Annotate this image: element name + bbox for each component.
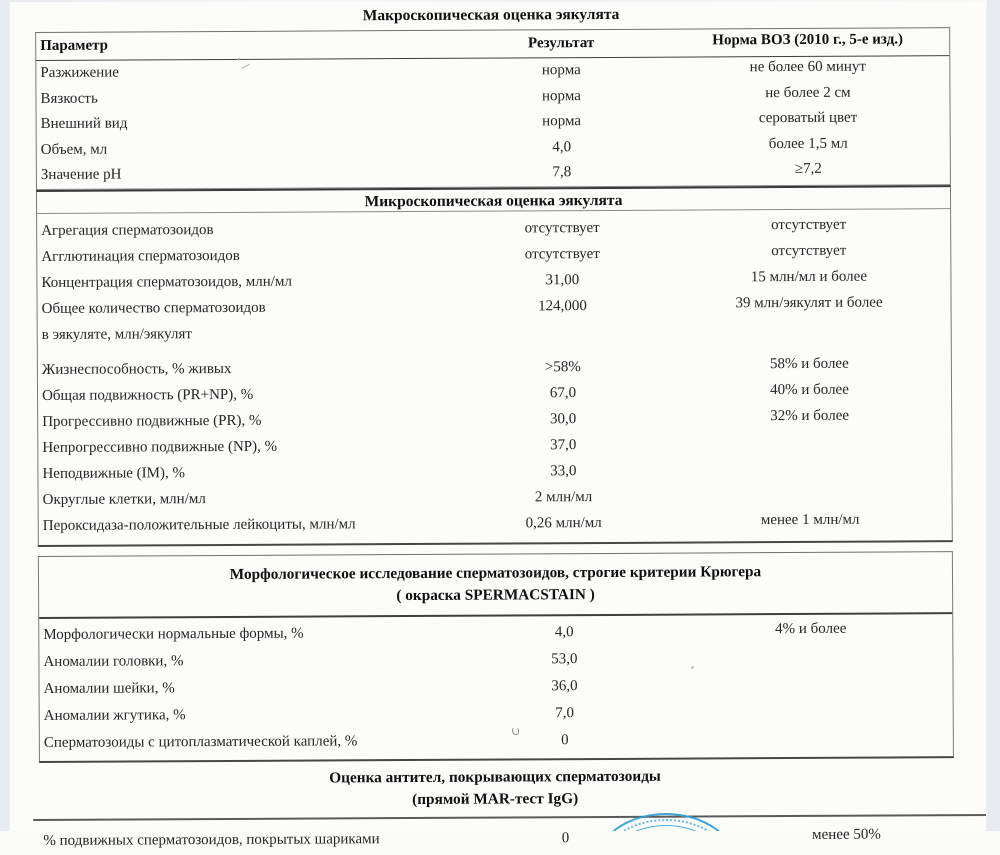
- cell-norm: не более 2 см: [765, 84, 851, 101]
- morphology-title-line1: Морфологическое исследование сперматозоидов, строгие критерии Крюгера: [229, 562, 762, 583]
- cell-norm: менее 1 млн/мл: [760, 511, 860, 528]
- scan-edge-left: [0, 0, 10, 831]
- cell-param: Значение рН: [40, 166, 122, 183]
- mar-title-line2: (прямой MAR-тест IgG): [412, 789, 579, 808]
- macroscopic-rows: [36, 56, 950, 188]
- cell-param: Округлые клетки, млн/мл: [42, 490, 206, 508]
- cell-norm: сероватый цвет: [758, 109, 858, 127]
- morphology-table: [38, 551, 954, 763]
- cell-result: отсутствует: [524, 245, 600, 262]
- cell-result: 7,8: [552, 164, 572, 181]
- cell-param: Непрогрессивно подвижные (NP), %: [42, 438, 278, 456]
- cell-norm: 32% и более: [770, 407, 850, 424]
- cell-norm: отсутствует: [771, 242, 847, 259]
- cell-result: 33,0: [550, 462, 577, 479]
- scan-edge-top: [9, 0, 987, 2]
- cell-result: 0: [561, 731, 569, 748]
- cell-norm: [670, 696, 953, 724]
- table-row: [37, 158, 950, 188]
- cell-result: 7,0: [555, 704, 575, 721]
- column-header-parameter: Параметр: [40, 37, 109, 54]
- macroscopic-section-title: Макроскопическая оценка эякулята: [362, 5, 620, 25]
- cell-norm: ≥7,2: [794, 160, 822, 177]
- macroscopic-table: [35, 27, 951, 189]
- cell-result: 67,0: [549, 384, 577, 401]
- cell-result: 37,0: [550, 436, 577, 453]
- cell-param: Аномалии головки, %: [43, 652, 184, 670]
- scan-artifact: [512, 727, 519, 735]
- cell-param: Общее количество сперматозоидов в эякуляте, млн/эякулят: [41, 299, 266, 343]
- cell-param: Разжижение: [40, 64, 119, 81]
- cell-param: Сперматозоиды с цитоплазматической каплей, %: [43, 732, 358, 751]
- cell-norm: [668, 428, 951, 455]
- cell-norm: [669, 642, 952, 670]
- column-header-result: Результат: [527, 35, 595, 52]
- column-header-norm: Норма ВОЗ (2010 г., 5-е изд.): [712, 31, 904, 49]
- cell-norm: 58% и более: [769, 355, 849, 372]
- cell-norm: более 1,5 мл: [768, 135, 848, 152]
- cell-result: 53,0: [551, 650, 578, 667]
- cell-result: >58%: [544, 358, 581, 375]
- cell-param: Агглютинация сперматозоидов: [41, 247, 240, 265]
- document-content: [30, 1, 956, 855]
- mar-section-title: [34, 764, 956, 813]
- cell-result: отсутствует: [524, 219, 600, 236]
- cell-norm: [670, 723, 953, 751]
- cell-result: 36,0: [551, 677, 578, 694]
- table-row: [39, 508, 952, 539]
- cell-param: Прогрессивно подвижные (PR), %: [42, 412, 262, 430]
- cell-param: Концентрация сперматозоидов, млн/мл: [41, 273, 292, 291]
- morphology-rows: [39, 614, 953, 761]
- mar-divider-line: [33, 813, 990, 820]
- cell-norm: 40% и более: [770, 381, 849, 398]
- scan-artifact: [691, 666, 694, 669]
- mar-test-rows: [39, 823, 954, 855]
- table-row: [39, 823, 954, 855]
- cell-param: Аномалии жгутика, %: [43, 706, 186, 724]
- scan-edge-right: [986, 0, 1000, 831]
- cell-result: 31,00: [545, 271, 580, 288]
- cell-norm: не более 60 минут: [749, 58, 866, 76]
- morphology-title-line2: ( окраска SPERMACSTAIN ): [396, 585, 595, 604]
- cell-result: 4,0: [554, 623, 574, 640]
- cell-result: 0,26 млн/мл: [525, 514, 602, 531]
- cell-param: Пероксидаза-положительные лейкоциты, млн/мл: [42, 515, 356, 534]
- cell-norm: [668, 454, 951, 481]
- cell-result: 0: [561, 830, 570, 847]
- cell-param: Аномалии шейки, %: [43, 679, 175, 697]
- cell-result: 30,0: [549, 410, 577, 427]
- cell-norm: [669, 669, 952, 697]
- cell-result: 4,0: [552, 138, 572, 155]
- cell-norm: 39 млн/эякулят и более: [735, 294, 883, 311]
- cell-norm: 15 млн/мл и более: [750, 268, 868, 285]
- cell-param: Неподвижные (IM), %: [42, 464, 186, 482]
- morphology-section-title: [39, 552, 952, 619]
- cell-norm: менее 50%: [812, 826, 881, 843]
- cell-result: норма: [541, 87, 581, 104]
- cell-result: норма: [541, 62, 581, 79]
- cell-param: Вязкость: [40, 90, 98, 107]
- clinic-stamp-icon: [594, 810, 740, 831]
- microscopic-section-title: Микроскопическая оценка эякулята: [36, 185, 951, 214]
- cell-param: Жизнеспособность, % живых: [41, 360, 232, 378]
- cell-param: % подвижных сперматозоидов, покрытых шариками: [43, 831, 380, 849]
- cell-param: Общая подвижность (PR+NP), %: [41, 386, 254, 404]
- cell-norm: отсутствует: [771, 216, 847, 233]
- table-row: [38, 291, 951, 348]
- cell-norm: 4% и более: [775, 620, 847, 637]
- document-paper: [9, 0, 987, 849]
- mar-title-line1: Оценка антител, покрывающих сперматозоиды: [329, 767, 661, 786]
- cell-param: Внешний вид: [40, 115, 128, 132]
- cell-norm: [668, 480, 951, 507]
- cell-param: Морфологически нормальные формы, %: [43, 625, 304, 643]
- cell-param: Объем, мл: [40, 141, 108, 158]
- microscopic-table: [36, 209, 953, 547]
- table-row: [40, 725, 953, 757]
- cell-param: Агрегация сперматозоидов: [41, 221, 214, 239]
- cell-result: 124,000: [538, 297, 587, 314]
- cell-result: норма: [542, 113, 582, 130]
- microscopic-rows: [37, 213, 952, 539]
- cell-result: 2 млн/мл: [534, 488, 593, 505]
